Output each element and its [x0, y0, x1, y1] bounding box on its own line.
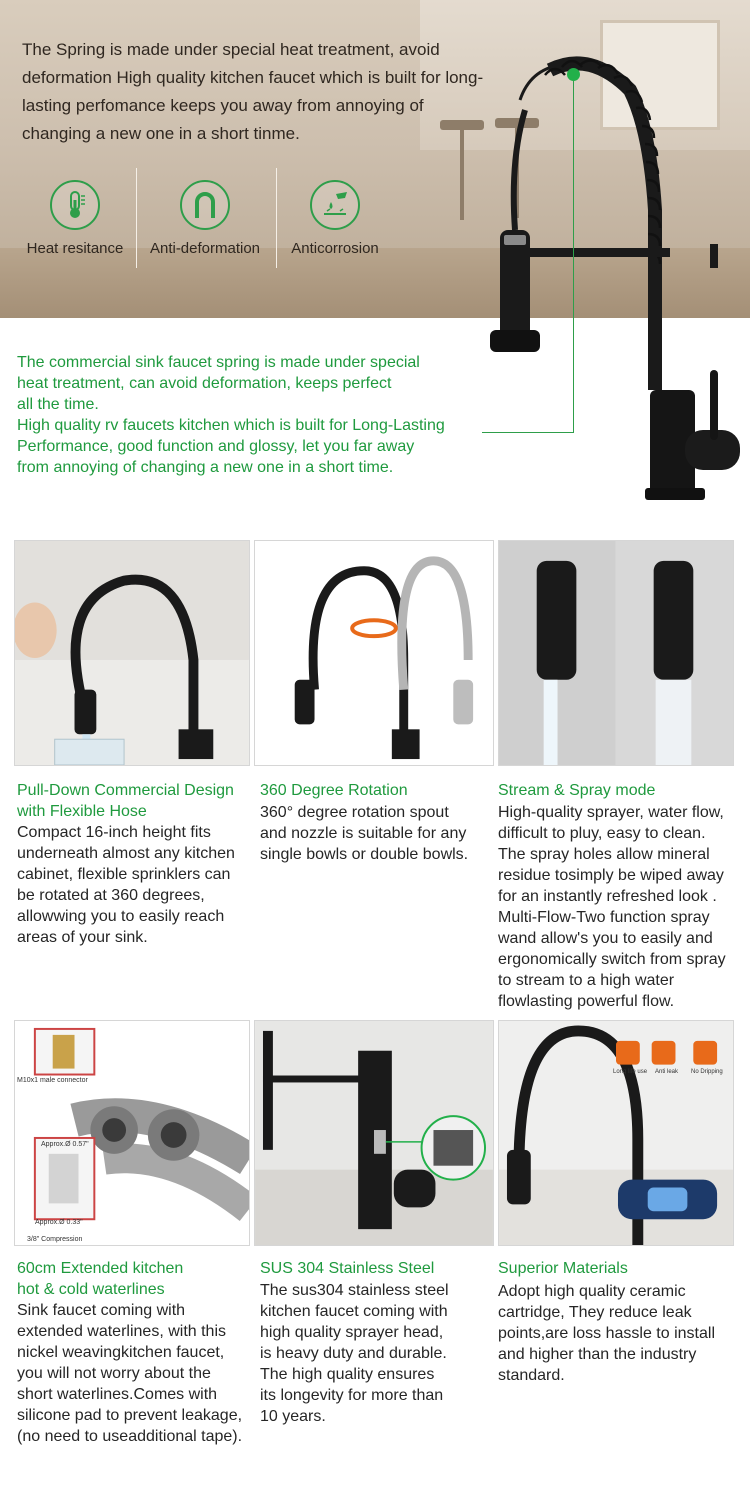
body-line: (no need to useadditional tape).	[17, 1428, 243, 1445]
drop-pour-icon	[310, 180, 360, 230]
body-line: standard.	[498, 1367, 565, 1384]
body-line: wand allow's you to easily and	[498, 930, 713, 947]
intro-line: heat treatment, can avoid deformation, keeps perfect	[17, 375, 392, 392]
hero-description: The Spring is made under special heat treatment, avoid deformation High quality kitchen faucet which is built for long-lasting perfomance keeps you away from annoying of changing a new one in a short tinme.	[22, 40, 484, 143]
body-line: cartridge, They reduce leak	[498, 1304, 692, 1321]
image-label: Long life use	[613, 1069, 648, 1075]
title-line: Pull-Down Commercial Design	[17, 782, 234, 799]
body-line: The spray holes allow mineral	[498, 846, 710, 863]
body-line: Sink faucet coming with	[17, 1302, 186, 1319]
intro-line: all the time.	[17, 396, 99, 413]
image-label: Approx.Ø 0.57"	[41, 1141, 89, 1148]
body-line: extended waterlines, with this	[17, 1323, 226, 1340]
body-line: flowlasting powerful flow.	[498, 993, 675, 1010]
divider	[136, 168, 137, 268]
divider	[276, 168, 277, 268]
body-line: Multi-Flow-Two function spray	[498, 909, 710, 926]
intro-line: from annoying of changing a new one in a short time.	[17, 459, 394, 476]
body-line: points,are loss hassle to install	[498, 1325, 715, 1342]
intro-line: Performance, good function and glossy, let you far away	[17, 438, 415, 455]
body-line: 360° degree rotation spout	[260, 804, 449, 821]
body-line: to stream to a high water	[498, 972, 675, 989]
title-line: SUS 304 Stainless Steel	[260, 1260, 435, 1277]
feature-description	[260, 802, 468, 865]
feature-title	[498, 780, 655, 801]
image-stream-spray	[498, 540, 734, 766]
body-line: Compact 16-inch height fits	[17, 824, 211, 841]
feature-description	[498, 802, 726, 1012]
feature-label: Anticorrosion	[291, 240, 379, 257]
body-line: silicone pad to prevent leakage,	[17, 1407, 243, 1424]
body-line: 10 years.	[260, 1408, 326, 1425]
feature-description	[498, 1281, 715, 1386]
body-line: High-quality sprayer, water flow,	[498, 804, 724, 821]
intro-line: High quality rv faucets kitchen which is built for Long-Lasting	[17, 417, 445, 434]
body-line: for an instantly refreshed look .	[498, 888, 717, 905]
image-label: No Dripping	[691, 1069, 723, 1075]
body-line: short waterlines.Comes with	[17, 1386, 218, 1403]
feature-description	[17, 1300, 242, 1447]
feature-description	[260, 1280, 449, 1427]
body-line: difficult to pluy, easy to clean.	[498, 825, 706, 842]
image-label: Approx.Ø 0.33"	[35, 1219, 83, 1226]
feature-anti-deformation	[149, 180, 261, 257]
title-line: Superior Materials	[498, 1260, 628, 1277]
image-waterlines	[14, 1020, 250, 1246]
title-line: hot & cold waterlines	[17, 1281, 165, 1298]
feature-title	[17, 780, 234, 822]
feature-label: Heat resitance	[26, 240, 124, 257]
callout-line	[573, 75, 574, 433]
body-line: The sus304 stainless steel	[260, 1282, 449, 1299]
body-line: is heavy duty and durable.	[260, 1345, 447, 1362]
body-line: and nozzle is suitable for any	[260, 825, 467, 842]
body-line: Adopt high quality ceramic	[498, 1283, 686, 1300]
body-line: be rotated at 360 degrees,	[17, 887, 205, 904]
body-line: cabinet, flexible sprinklers can	[17, 866, 231, 883]
image-360-rotation	[254, 540, 494, 766]
image-label: Anti leak	[655, 1069, 679, 1075]
feature-description	[17, 822, 235, 948]
image-label: 3/8" Compression	[27, 1236, 83, 1243]
intro-line: The commercial sink faucet spring is made under special	[17, 354, 420, 371]
feature-title	[498, 1258, 628, 1279]
callout-dot	[567, 68, 580, 81]
body-line: kitchen faucet coming with	[260, 1303, 448, 1320]
body-line: areas of your sink.	[17, 929, 148, 946]
faucet-illustration	[470, 30, 750, 510]
thermometer-icon	[50, 180, 100, 230]
feature-title	[17, 1258, 183, 1300]
body-line: ergonomically switch from spray	[498, 951, 726, 968]
feature-anticorrosion	[287, 180, 383, 257]
image-stainless-steel	[254, 1020, 494, 1246]
body-line: and higher than the industry	[498, 1346, 697, 1363]
body-line: residue tosimply be wiped away	[498, 867, 724, 884]
title-line: with Flexible Hose	[17, 803, 147, 820]
body-line: allowwing you to easily reach	[17, 908, 225, 925]
callout-line	[482, 432, 574, 433]
body-line: nickel weavingkitchen faucet,	[17, 1344, 225, 1361]
image-ceramic-cartridge	[498, 1020, 734, 1246]
feature-title	[260, 780, 408, 801]
title-line: 360 Degree Rotation	[260, 782, 408, 799]
title-line: 60cm Extended kitchen	[17, 1260, 184, 1277]
u-shape-icon	[180, 180, 230, 230]
body-line: single bowls or double bowls.	[260, 846, 469, 863]
image-label: M10x1 male connector	[17, 1077, 88, 1084]
feature-label: Anti-deformation	[149, 240, 261, 257]
body-line: underneath almost any kitchen	[17, 845, 235, 862]
body-line: high quality sprayer head,	[260, 1324, 444, 1341]
feature-heat-resistance	[25, 180, 125, 257]
body-line: you will not worry about the	[17, 1365, 211, 1382]
body-line: its longevity for more than	[260, 1387, 444, 1404]
image-pull-down-demo	[14, 540, 250, 766]
feature-title	[260, 1258, 434, 1279]
intro-description	[17, 352, 462, 478]
body-line: The high quality ensures	[260, 1366, 435, 1383]
title-line: Stream & Spray mode	[498, 782, 656, 799]
